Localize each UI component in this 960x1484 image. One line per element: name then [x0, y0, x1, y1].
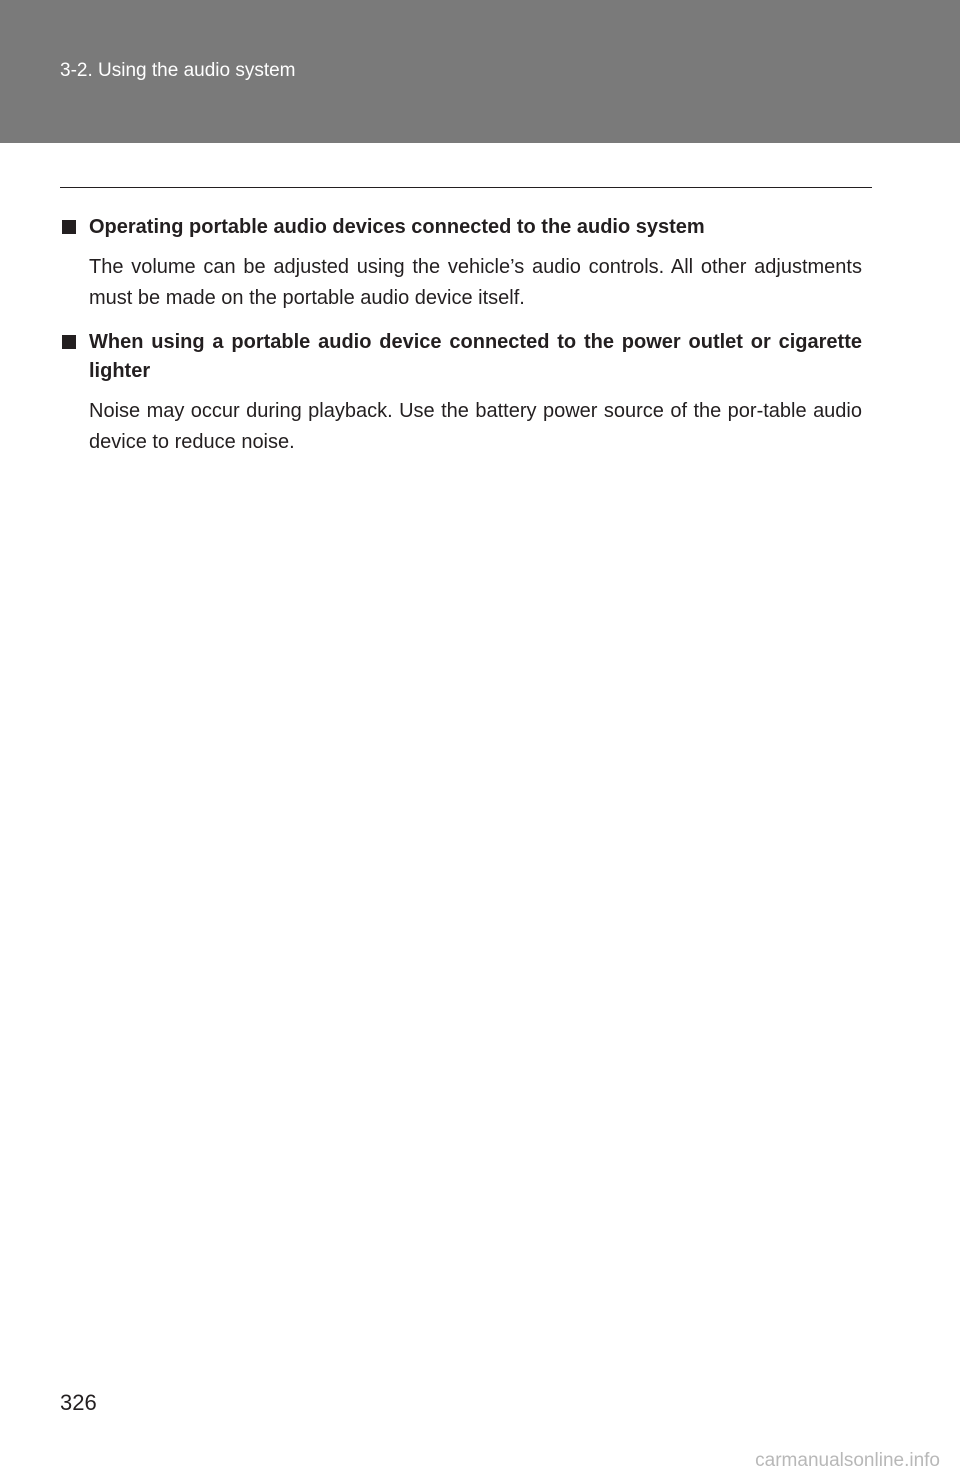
divider-rule	[60, 187, 872, 188]
main-content	[60, 213, 862, 472]
square-bullet-icon	[62, 335, 76, 349]
square-bullet-icon	[62, 220, 76, 234]
section-body: The volume can be adjusted using the vehicle’s audio controls. All other adjustments must be made on the portable audio device itself.	[89, 256, 862, 309]
section-portable-audio-operation	[60, 213, 862, 314]
section-body: Noise may occur during playback. Use the battery power source of the por-table audio device to reduce noise.	[89, 400, 862, 453]
page-number: 326	[60, 1390, 97, 1415]
header-band	[0, 0, 960, 143]
section-heading-text: Operating portable audio devices connected to the audio system	[89, 216, 705, 238]
section-heading-text: When using a portable audio device connected to the power outlet or cigarette lighter	[89, 331, 862, 382]
section-title: 3-2. Using the audio system	[60, 60, 296, 81]
section-heading	[60, 213, 862, 242]
section-heading	[60, 328, 862, 386]
section-power-outlet-noise	[60, 328, 862, 458]
watermark: carmanualsonline.info	[755, 1450, 940, 1471]
